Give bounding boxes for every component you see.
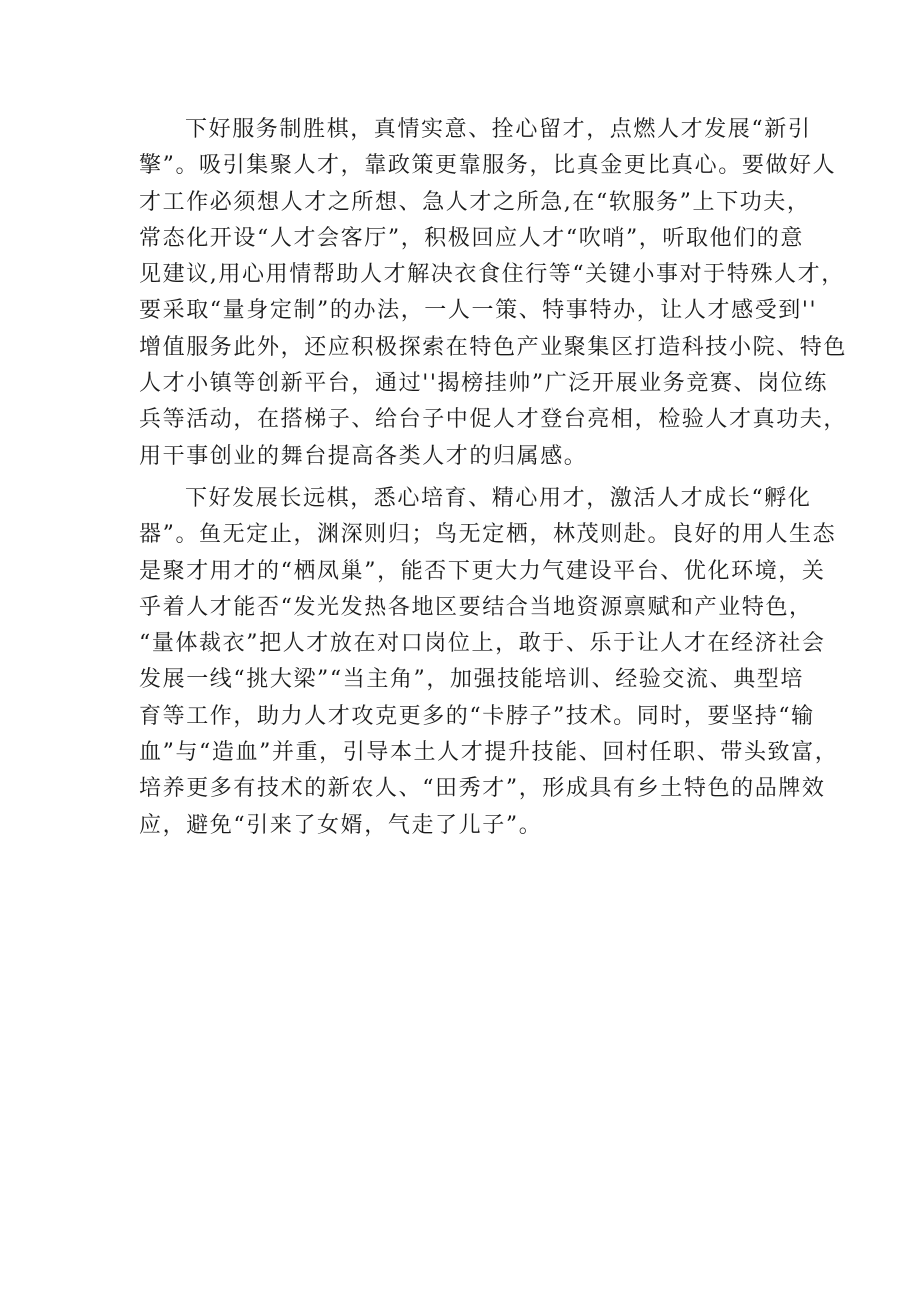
text-line: 见建议,用心用情帮助人才解决衣食住行等“关键小事对于特殊人才， — [139, 262, 845, 288]
text-line: 血”与“造血”并重，引导本土人才提升技能、回村任职、带头致富， — [139, 740, 839, 766]
text-line: 器”。鱼无定止，渊深则归；鸟无定栖，林茂则赴。良好的用人生态 — [139, 522, 837, 548]
text-line: 用干事创业的舞台提高各类人才的归属感。 — [139, 443, 588, 469]
text-line: 人才小镇等创新平台，通过''揭榜挂帅”广泛开展业务竞赛、岗位练 — [139, 371, 828, 397]
text-line: 常态化开设“人才会客厅”，积极回应人才“吹哨”，听取他们的意 — [139, 225, 804, 251]
paragraph-service — [139, 112, 848, 475]
paragraph-development — [139, 481, 839, 844]
text-line: 发展一线“挑大梁”“当主角”，加强技能培训、经验交流、典型培 — [139, 667, 804, 693]
text-line: 才工作必须想人才之所想、急人才之所急,在“软服务”上下功夫， — [139, 189, 811, 215]
document-body — [139, 112, 848, 850]
text-line: 要采取“量身定制”的办法，一人一策、特事特办，让人才感受到'' — [139, 298, 818, 324]
text-line: 培养更多有技术的新农人、“田秀才”，形成具有乡土特色的品牌效 — [139, 776, 826, 802]
text-line: 是聚才用才的“栖凤巢”，能否下更大力气建设平台、优化环境，关 — [139, 558, 826, 584]
text-line: 应，避免“引来了女婿，气走了儿子”。 — [139, 812, 543, 838]
text-line: 下好发展长远棋，悉心培育、精心用才，激活人才成长“孵化 — [185, 485, 812, 511]
text-line: 乎着人才能否“发光发热各地区要结合当地资源禀赋和产业特色， — [139, 594, 813, 620]
text-line: “量体裁衣”把人才放在对口岗位上，敢于、乐于让人才在经济社会 — [139, 631, 826, 657]
text-line: 擎”。吸引集聚人才，靠政策更靠服务，比真金更比真心。要做好人 — [139, 153, 837, 179]
text-line: 增值服务此外，还应积极探索在特色产业聚集区打造科技小院、特色 — [139, 334, 848, 360]
text-line: 下好服务制胜棋，真情实意、拴心留才，点燃人才发展“新引 — [185, 117, 812, 142]
text-line: 兵等活动，在搭梯子、给台子中促人才登台亮相，检验人才真功夫， — [139, 407, 848, 433]
text-line: 育等工作，助力人才攻克更多的“卡脖子”技术。同时，要坚持“输 — [139, 703, 815, 729]
